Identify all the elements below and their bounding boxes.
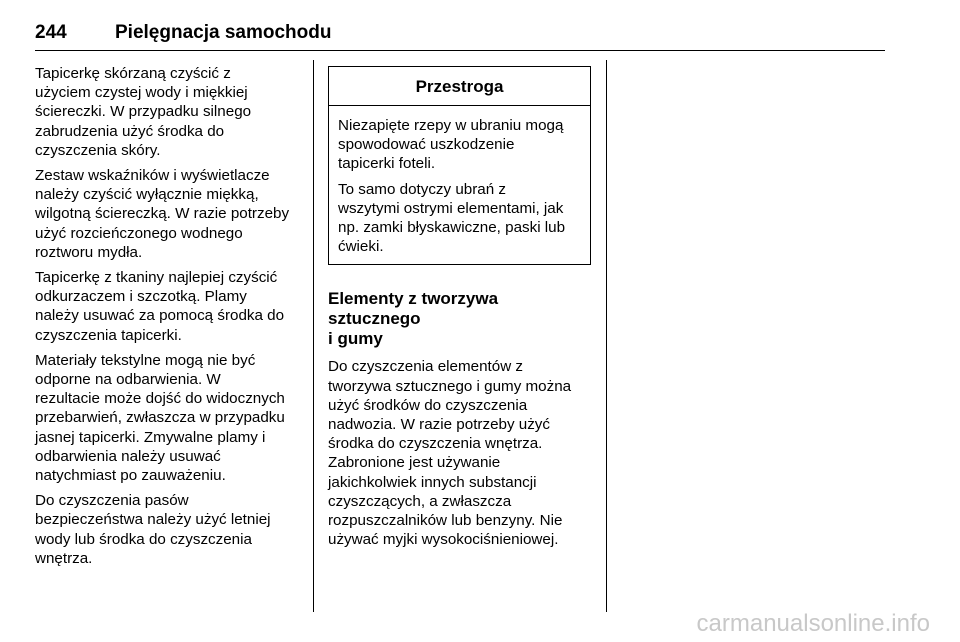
caution-paragraph: Niezapięte rzepy w ubraniu mogą spowodować uszkodzenie tapicerki foteli.: [338, 117, 564, 173]
caution-title: Przestroga: [329, 67, 590, 106]
paragraph-fabric: Tapicerkę z tkaniny najlepiej czyścić odkurzaczem i szczotką. Plamy należy usuwać za pomocą środka do czyszczenia tapicerki.: [35, 269, 285, 344]
column-divider-right: [606, 60, 607, 612]
paragraph-seatbelts: Do czyszczenia pasów bezpieczeństwa należy użyć letniej wody lub środka do czyszczenia wnętrza.: [35, 492, 271, 567]
caution-paragraph: To samo dotyczy ubrań z wszytymi ostrymi elementami, jak np. zamki błyskawiczne, paski lub ćwieki.: [338, 180, 566, 256]
left-column: [35, 64, 303, 574]
watermark: carmanualsonline.info: [696, 610, 930, 637]
section-heading: Elementy z tworzywa sztucznego i gumy: [328, 289, 499, 349]
caution-box: [328, 66, 591, 265]
paragraph-instruments: Zestaw wskaźników i wyświetlacze należy czyścić wyłącznie miękką, wilgotną ściereczką. W razie potrzeby użyć rozcieńczonego wodnego roztworu mydła.: [35, 167, 290, 261]
page-number: 244: [35, 22, 67, 43]
column-divider-left: [313, 60, 314, 612]
page-header: [35, 22, 885, 51]
paragraph-plastic-rubber: Do czyszczenia elementów z tworzywa sztucznego i gumy można użyć środków do czyszczenia nadwozia. W razie potrzeby użyć środka do czyszczenia wnętrza. Zabronione jest używanie jakichkolwiek innych substancji czyszczących, a zwłaszcza rozpuszczalników lub benzyny. Nie używać myjki wysokociśnieniowej.: [328, 358, 572, 549]
paragraph-textiles: Materiały tekstylne mogą nie być odporne na odbarwienia. W rezultacie może dojść do widocznych przebarwień, zwłaszcza w przypadku jasnej tapicerki. Zmywalne plamy i odbarwienia należy usuwać natychmiast po zauważeniu.: [35, 351, 285, 485]
caution-body: [329, 106, 590, 264]
page-title: Pielęgnacja samochodu: [115, 22, 332, 43]
middle-column: [328, 66, 592, 555]
paragraph-leather: Tapicerkę skórzaną czyścić z użyciem czystej wody i miękkiej ściereczki. W przypadku silnego zabrudzenia użyć środka do czyszczenia skóry.: [35, 65, 252, 159]
